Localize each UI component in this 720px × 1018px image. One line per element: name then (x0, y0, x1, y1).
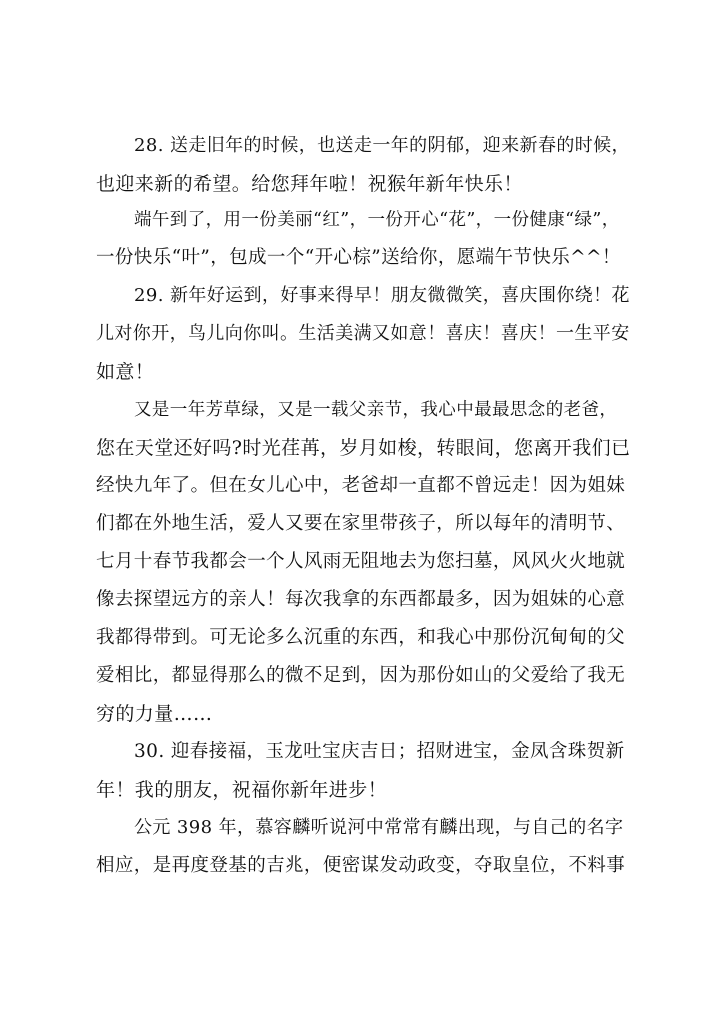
text-line: 七月十春节我都会一个人风雨无阻地去为您扫墓，风风火火地就 (96, 551, 626, 572)
text-line: 们都在外地生活，爱人又要在家里带孩子，所以每年的清明节、 (96, 513, 626, 534)
text-line: 穷的力量…… (96, 703, 213, 725)
text-line: 又是一年芳草绿，又是一载父亲节，我心中最最思念的老爸， (134, 400, 618, 420)
text-line: 28. 送走旧年的时候，也送走一年的阴郁，迎来新春的时候， (134, 135, 630, 156)
text-line: 爱相比，都显得那么的微不足到，因为那份如山的父爱给了我无 (96, 665, 626, 686)
text-line: 如意！ (96, 361, 155, 383)
text-line: 一份快乐“叶”，包成一个“开心棕”送给你，愿端午节快乐^^！ (96, 247, 621, 268)
text-line: 相应，是再度登基的吉兆，便密谋发动政变，夺取皇位，不料事 (96, 855, 626, 876)
text-line: 年！我的朋友，祝福你新年进步！ (96, 779, 388, 801)
text-line: 像去探望远方的亲人！每次我拿的东西都最多，因为姐妹的心意 (96, 589, 626, 610)
text-line: 端午到了，用一份美丽“红”，一份开心“花”，一份健康“绿”， (134, 210, 620, 230)
text-line: 我都得带到。可无论多么沉重的东西，和我心中那份沉甸甸的父 (96, 627, 626, 648)
text-line: 30. 迎春接福，玉龙吐宝庆吉日；招财进宝，金凤含珠贺新 (134, 741, 625, 762)
text-line: 29. 新年好运到，好事来得早！朋友微微笑，喜庆围你绕！花 (134, 285, 630, 306)
text-line: 您在天堂还好吗?时光荏苒，岁月如梭，转眼间，您离开我们已 (96, 437, 631, 459)
text-line: 也迎来新的希望。给您拜年啦！祝猴年新年快乐！ (96, 173, 523, 195)
text-line: 经快九年了。但在女儿心中，老爸却一直都不曾远走！因为姐妹 (96, 475, 626, 496)
text-line: 公元 398 年，慕容麟听说河中常常有麟出现，与自己的名字 (134, 817, 624, 838)
text-line: 儿对你开，鸟儿向你叫。生活美满又如意！喜庆！喜庆！一生平安 (96, 323, 630, 344)
